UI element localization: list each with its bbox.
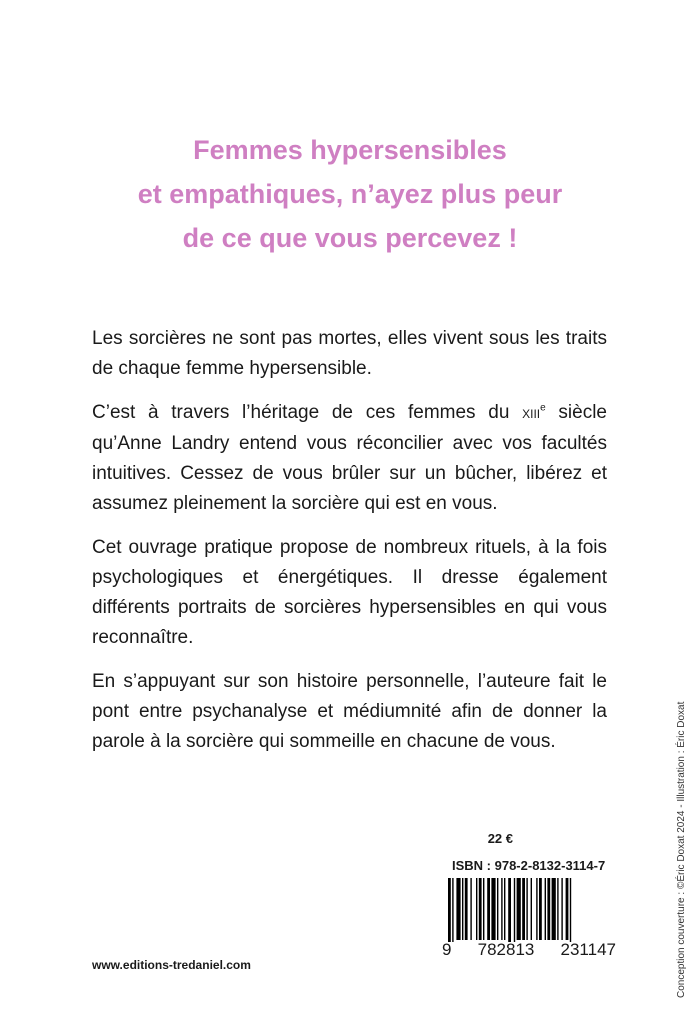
barcode-bar [526,878,527,940]
barcode-bar [479,878,482,940]
paragraph-2 [92,398,607,519]
paragraph-2-end: siècle qu’Anne Landry entend vous réconcilier avec vos facultés intuitives. Cessez de vous brûler sur un bûcher, libérez et assumez pleinement la sorcière qui est en vous. [92,402,607,514]
barcode-bar [501,878,502,940]
barcode-bar [487,878,490,940]
barcode-bar [552,878,556,940]
paragraph-2-start: C’est à travers l’héritage de ces femmes du [92,402,523,423]
barcode-bar [566,878,569,940]
barcode-bar [514,878,515,942]
isbn: ISBN : 978-2-8132-3114-7 [452,858,606,873]
cover-credits: Conception couverture : ©Éric Doxat 2024 - Illustration : Éric Doxat [676,701,687,998]
barcode-bar [483,878,484,940]
barcode-group-2: 231147 [560,940,616,959]
century-numeral: XIII [522,407,541,421]
barcode-bar [456,878,460,940]
barcode-bar [557,878,558,940]
barcode-bar [491,878,495,940]
barcode [436,878,622,970]
barcode-bar [539,878,542,940]
paragraph-3: Cet ouvrage pratique propose de nombreux rituels, à la fois psychologiques et énergétiques. Il dresse également différents portraits de sorcières hypersensibles en qui vous reconnaître. [92,537,607,648]
headline [120,128,580,260]
barcode-bar [476,878,477,940]
barcode-bar [508,878,511,942]
barcode-bar [545,878,546,940]
barcode-bar [462,878,463,940]
barcode-bar [470,878,471,940]
barcode-group-1: 782813 [477,940,535,959]
headline-line-3: de ce que vous percevez ! [182,223,518,253]
barcode-digits [436,940,622,960]
barcode-bar [465,878,468,940]
barcode-bar [504,878,505,940]
headline-line-2: et empathiques, n’ayez plus peur [137,179,563,209]
paragraph-1: Les sorcières ne sont pas mortes, elles vivent sous les traits de chaque femme hypersensible. [92,328,607,379]
barcode-bar [536,878,537,940]
price: 22 € [487,831,513,846]
barcode-bars [436,878,622,942]
publisher-website: www.editions-tredaniel.com [92,958,251,972]
headline-line-1: Femmes hypersensibles [193,135,507,165]
blurb [92,324,607,771]
barcode-bar [452,878,453,942]
barcode-lead-digit: 9 [442,940,452,959]
barcode-bar [547,878,550,940]
barcode-bar [522,878,525,940]
barcode-bar [517,878,521,940]
barcode-bar [570,878,571,942]
paragraph-4: En s’appuyant sur son histoire personnelle, l’auteure fait le pont entre psychanalyse et médiumnité afin de donner la parole à la sorcière qui sommeille en chacune de vous. [92,671,607,752]
barcode-bar [497,878,498,940]
century-superscript: e [540,402,546,414]
barcode-bar [448,878,451,942]
barcode-bar [531,878,532,940]
barcode-bar [561,878,562,940]
